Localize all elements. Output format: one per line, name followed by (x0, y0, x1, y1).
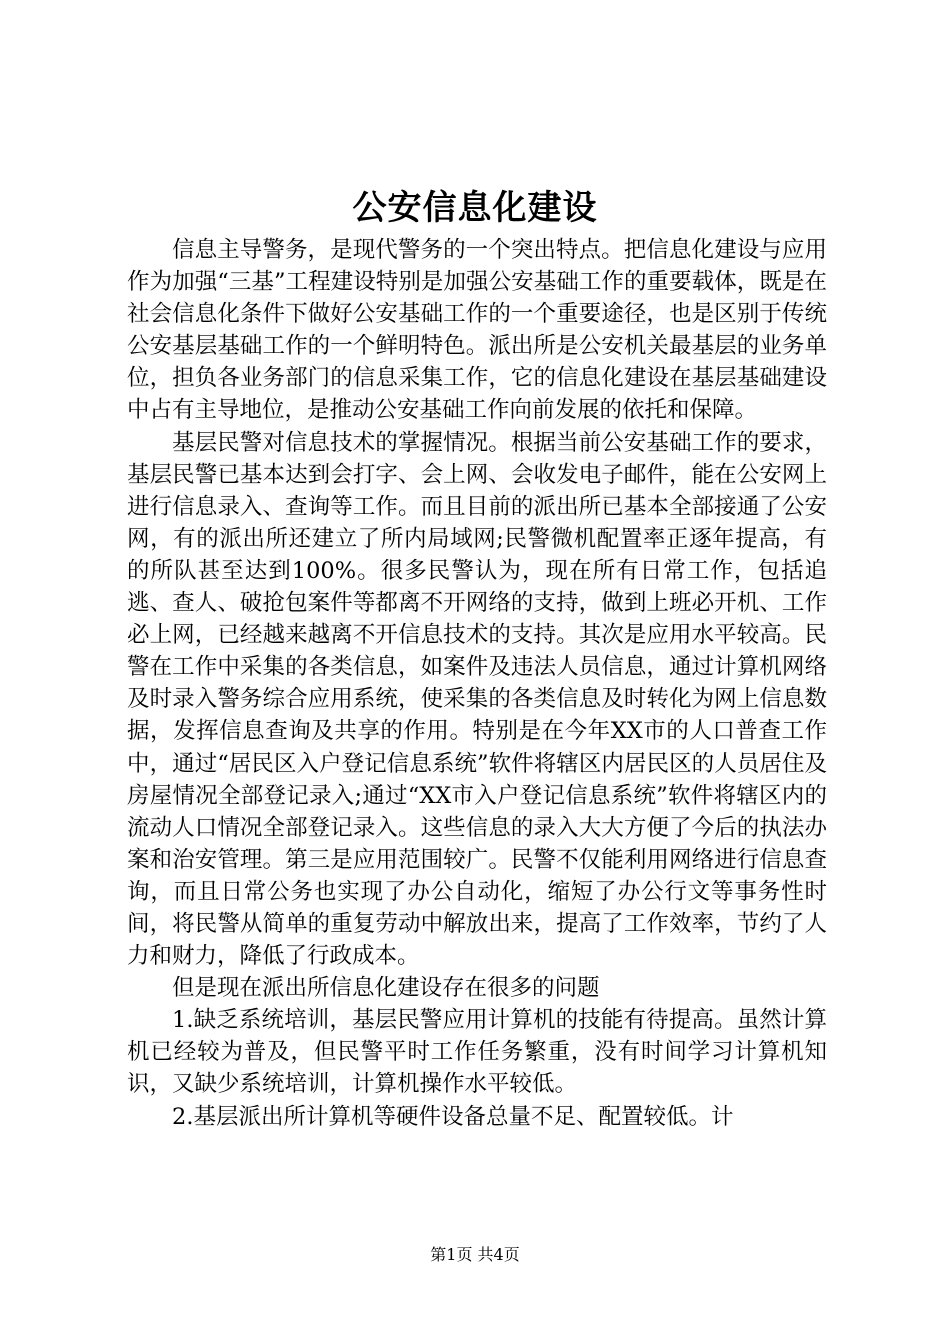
paragraph-problem-1: 1.缺乏系统培训，基层民警应用计算机的技能有待提高。虽然计算机已经较为普及，但民警平时工作任务繁重，没有时间学习计算机知识，又缺少系统培训，计算机操作水平较低。 (127, 1007, 827, 1098)
paragraph-problems-heading: 但是现在派出所信息化建设存在很多的问题 (172, 975, 600, 1002)
paragraph-intro: 信息主导警务，是现代警务的一个突出特点。把信息化建设与应用作为加强“三基”工程建设特别是加强公安基础工作的重要载体，既是在社会信息化条件下做好公安基础工作的一个重要途径，也是区别于传统公安基层基础工作的一个鲜明特色。派出所是公安机关最基层的业务单位，担负各业务部门的信息采集工作，它的信息化建设在基层基础建设中占有主导地位，是推动公安基础工作向前发展的依托和保障。 (127, 237, 827, 424)
paragraph-problem-2: 2.基层派出所计算机等硬件设备总量不足、配置较低。计 (172, 1103, 734, 1130)
page-footer: 第1页 共4页 (430, 1245, 520, 1264)
page-title: 公安信息化建设 (352, 188, 598, 228)
document-body (127, 234, 827, 1133)
paragraph-skills: 基层民警对信息技术的掌握情况。根据当前公安基础工作的要求，基层民警已基本达到会打字、会上网、会收发电子邮件，能在公安网上进行信息录入、查询等工作。而且目前的派出所已基本全部接通了公安网，有的派出所还建立了所内局域网;民警微机配置率正逐年提高，有的所队甚至达到100%。很多民警认为，现在所有日常工作，包括追逃、查人、破抢包案件等都离不开网络的支持，做到上班必开机、工作必上网，已经越来越离不开信息技术的支持。其次是应用水平较高。民警在工作中采集的各类信息，如案件及违法人员信息，通过计算机网络及时录入警务综合应用系统，使采集的各类信息及时转化为网上信息数据，发挥信息查询及共享的作用。特别是在今年XX市的人口普查工作中，通过“居民区入户登记信息系统”软件将辖区内居民区的人员居住及房屋情况全部登记录入;通过“XX市入户登记信息系统”软件将辖区内的流动人口情况全部登记录入。这些信息的录入大大方便了今后的执法办案和治安管理。第三是应用范围较广。民警不仅能利用网络进行信息查询，而且日常公务也实现了办公自动化，缩短了办公行文等事务性时间，将民警从简单的重复劳动中解放出来，提高了工作效率，节约了人力和财力，降低了行政成本。 (127, 429, 827, 970)
